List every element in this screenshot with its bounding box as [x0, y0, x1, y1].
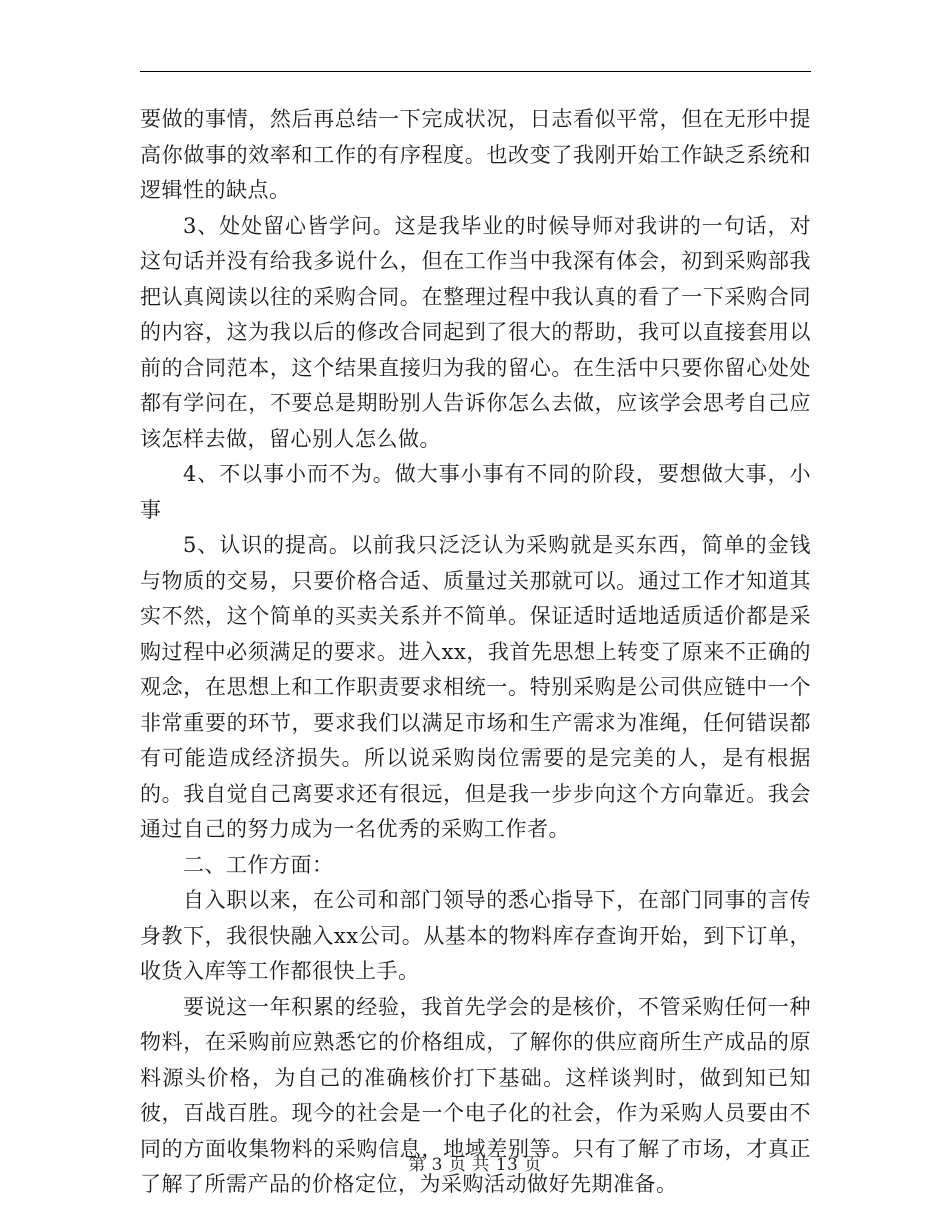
header-rule	[140, 71, 811, 72]
paragraph-continuation: 要做的事情，然后再总结一下完成状况，日志看似平常，但在无形中提高你做事的效率和工作的有序程度。也改变了我刚开始工作缺乏系统和逻辑性的缺点。	[140, 107, 811, 202]
paragraph-work-intro: 自入职以来，在公司和部门领导的悉心指导下，在部门同事的言传身教下，我很快融入xx公司。从基本的物料库存查询开始，到下订单，收货入库等工作都很快上手。	[140, 888, 811, 983]
paragraph-item-5: 5、认识的提高。以前我只泛泛认为采购就是买东西，简单的金钱与物质的交易，只要价格合适、质量过关那就可以。通过工作才知道其实不然，这个简单的买卖关系并不简单。保证适时适地适质适价都是采购过程中必须满足的要求。进入xx，我首先思想上转变了原来不正确的观念，在思想上和工作职责要求相统一。特别采购是公司供应链中一个非常重要的环节，要求我们以满足市场和生产需求为准绳，任何错误都有可能造成经济损失。所以说采购岗位需要的是完美的人，是有根据的。我自觉自己离要求还有很远，但是我一步步向这个方向靠近。我会通过自己的努力成为一名优秀的采购工作者。	[140, 533, 811, 841]
paragraph-item-3: 3、处处留心皆学问。这是我毕业的时候导师对我讲的一句话，对这句话并没有给我多说什么，但在工作当中我深有体会，初到采购部我把认真阅读以往的采购合同。在整理过程中我认真的看了一下采购合同的内容，这为我以后的修改合同起到了很大的帮助，我可以直接套用以前的合同范本，这个结果直接归为我的留心。在生活中只要你留心处处都有学问在，不要总是期盼别人告诉你怎么去做，应该学会思考自己应该怎样去做，留心别人怎么做。	[140, 213, 811, 451]
section-heading-work: 二、工作方面：	[183, 852, 334, 877]
document-body	[140, 102, 811, 1203]
paragraph-work-experience: 要说这一年积累的经验，我首先学会的是核价，不管采购任何一种物料，在采购前应熟悉它的价格组成，了解你的供应商所生产成品的原料源头价格，为自己的准确核价打下基础。这样谈判时，做到知已知彼，百战百胜。现今的社会是一个电子化的社会，作为采购人员要由不同的方面收集物料的采购信息，地域差别等。只有了解了市场，才真正了解了所需产品的价格定位，为采购活动做好先期准备。	[140, 994, 811, 1196]
paragraph-item-4: 4、不以事小而不为。做大事小事有不同的阶段，要想做大事，小事	[140, 462, 811, 522]
page-number-footer: 第 3 页 共 13 页	[408, 1155, 542, 1175]
